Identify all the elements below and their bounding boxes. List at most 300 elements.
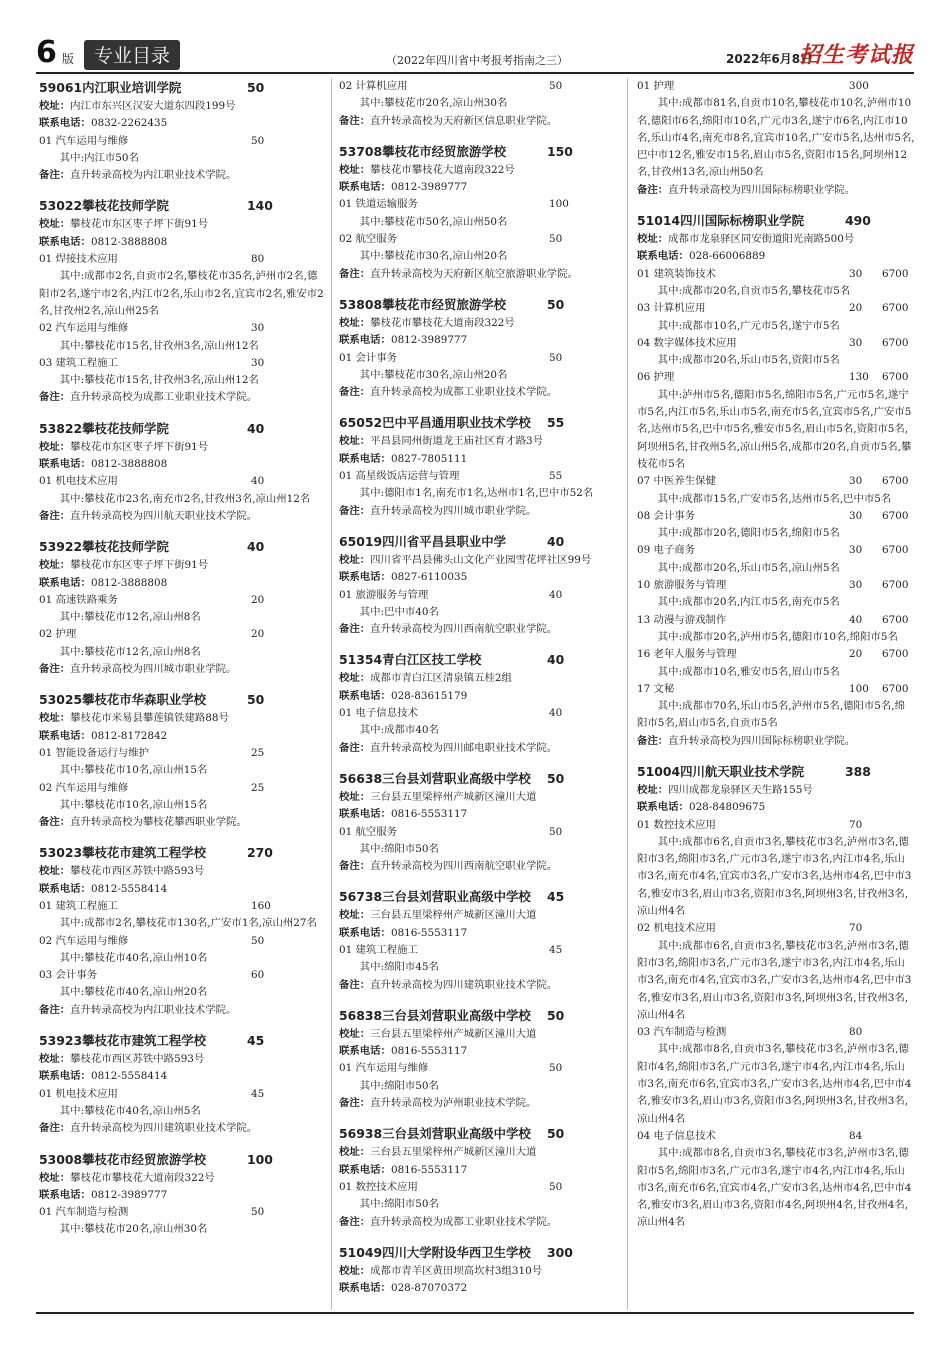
major-row: [339, 78, 617, 95]
school-title: [39, 196, 327, 216]
major-quota: 20: [251, 593, 265, 606]
note-text: 直升转录高校为成都工业职业技术学院。: [370, 1215, 558, 1228]
major-row: [39, 473, 327, 490]
major-quota: 50: [549, 233, 563, 246]
school-title: [39, 78, 327, 98]
note-label: 备注：: [339, 741, 371, 754]
school-address: [637, 231, 915, 248]
major-row: [39, 251, 327, 268]
address-text: 攀枝花市东区枣子坪下街91号: [70, 440, 209, 453]
column-divider: [627, 78, 628, 1310]
school-title: [339, 532, 617, 552]
note-label: 备注：: [39, 169, 71, 182]
school-phone: [637, 248, 915, 265]
major-quota: 55: [549, 470, 563, 483]
address-text: 攀枝花市攀枝花大道南段322号: [70, 1171, 215, 1184]
school-code-name: 51354青白江区技工学校: [339, 652, 482, 668]
phone-label: 联系电话：: [339, 1282, 391, 1295]
school-note: [339, 503, 617, 520]
major-row: [339, 1179, 617, 1196]
school-code-name: 51014四川国际标榜职业学院: [637, 213, 805, 229]
school-title: [637, 762, 915, 782]
school-title: [339, 295, 617, 315]
major-row: [339, 705, 617, 722]
school-quota: 45: [247, 1033, 265, 1049]
major-fee: 6700: [882, 371, 909, 384]
school-quota: 40: [547, 652, 565, 668]
major-quota: 20: [849, 302, 863, 315]
school-title: [39, 843, 327, 863]
address-label: 校址：: [637, 233, 669, 246]
address-text: 三台县五里梁梓州产城新区潼川大道: [370, 1027, 537, 1040]
address-label: 校址：: [39, 559, 71, 572]
major-row: [39, 133, 327, 150]
section-title: 专业目录: [84, 40, 180, 70]
school-entry: [339, 295, 617, 401]
major-quota: 45: [549, 943, 563, 956]
major-name: 02 航空服务: [339, 233, 398, 246]
major-quota: 25: [251, 746, 265, 759]
address-label: 校址：: [339, 1027, 371, 1040]
major-row: [39, 592, 327, 609]
school-address: [339, 670, 617, 687]
major-name: 07 中医养生保健: [637, 475, 716, 488]
major-detail: 其中:成都市15名,广安市5名,达州市5名,巴中市5名: [657, 492, 892, 505]
major-name: 01 铁道运输服务: [339, 198, 418, 211]
address-text: 成都市青羊区黄田坝高坎村3组310号: [370, 1264, 543, 1277]
school-quota: 150: [547, 143, 573, 159]
major-row: [39, 355, 327, 372]
major-detail: 其中:成都市81名,自贡市10名,攀枝花市10名,泸州市10名,德阳市6名,绵阳市10名,广元市3名,遂宁市6名,内江市10名,乐山市4名,南充市8名,宜宾市10名,广安市5名,达州市5名,巴中市12名,雅安市15名,眉山市5名,资阳市15名,阿坝州12名,甘孜州13名,凉山州50名: [637, 97, 915, 179]
phone-label: 联系电话：: [39, 882, 91, 895]
major-detail: 其中:成都市6名,自贡市3名,攀枝花市3名,泸州市3名,德阳市3名,绵阳市3名,广元市3名,遂宁市3名,内江市4名,乐山市3名,南充市4名,宜宾市3名,广安市3名,达州市4名,巴中市3名,雅安市3名,眉山市3名,资阳市3名,阿坝州3名,甘孜州3名,凉山州4名: [637, 939, 912, 1021]
school-entry: [339, 1006, 617, 1112]
major-detail: 其中:德阳市1名,南充市1名,达州市1名,巴中市52名: [359, 487, 594, 500]
school-phone: [339, 688, 617, 705]
address-label: 校址：: [39, 712, 71, 725]
major-quota: 40: [251, 475, 265, 488]
school-title: [637, 211, 915, 231]
phone-label: 联系电话：: [39, 235, 91, 248]
major-quota: 45: [251, 1087, 265, 1100]
school-phone: [39, 115, 327, 132]
major-name: 01 建筑工程施工: [339, 943, 418, 956]
school-note: [39, 167, 327, 184]
major-fee: 6700: [882, 544, 909, 557]
address-label: 校址：: [39, 100, 71, 112]
school-entry: [339, 413, 617, 519]
note-label: 备注：: [339, 114, 371, 127]
note-label: 备注：: [39, 509, 71, 522]
school-phone: [339, 1043, 617, 1060]
major-quota: 20: [849, 648, 863, 661]
note-text: 直升转录高校为成都工业职业技术学院。: [370, 386, 558, 399]
major-row: [637, 1128, 915, 1145]
phone-label: 联系电话：: [339, 181, 391, 194]
footer-rule: [36, 1312, 914, 1314]
school-phone: [39, 881, 327, 898]
major-row: [637, 681, 915, 698]
major-detail: 其中:绵阳市50名: [359, 1198, 439, 1211]
school-entry: [339, 1124, 617, 1230]
address-label: 校址：: [339, 1146, 371, 1159]
note-label: 备注：: [39, 1122, 71, 1135]
school-phone: [339, 451, 617, 468]
major-detail: 其中:成都市20名,泸州市5名,德阳市10名,绵阳市5名: [657, 630, 898, 643]
major-quota: 160: [251, 899, 271, 912]
school-entry: [39, 419, 327, 525]
phone-text: 0812-3989777: [90, 1188, 168, 1201]
phone-text: 0832-2262435: [90, 117, 168, 130]
major-name: 01 建筑工程施工: [39, 899, 118, 912]
note-label: 备注：: [637, 183, 669, 196]
school-phone: [339, 332, 617, 349]
major-row: [637, 542, 915, 559]
continuation-block: [637, 78, 915, 199]
major-name: 01 智能设备运行与维护: [39, 746, 150, 759]
school-phone: [39, 1068, 327, 1085]
major-detail: 其中:攀枝花市12名,凉山州8名: [59, 645, 201, 658]
major-quota: 80: [849, 1026, 863, 1039]
note-text: 直升转录高校为泸州职业技术学院。: [370, 1097, 537, 1110]
note-text: 直升转录高校为天府新区信息职业学院。: [370, 114, 558, 127]
school-entry: [39, 1150, 327, 1239]
major-row: [637, 300, 915, 317]
school-quota: 50: [247, 692, 265, 708]
major-row: [339, 587, 617, 604]
newspaper-logo: 招生考试报: [798, 42, 914, 68]
major-detail: 其中:绵阳市45名: [359, 961, 439, 974]
school-quota: 55: [547, 415, 565, 431]
major-row: [339, 824, 617, 841]
major-row: [637, 1024, 915, 1041]
school-entry: [39, 78, 327, 184]
school-note: [39, 389, 327, 406]
school-phone: [339, 179, 617, 196]
major-quota: 50: [549, 80, 563, 92]
major-row: [637, 266, 915, 283]
school-address: [339, 907, 617, 924]
note-text: 直升转录高校为内江职业技术学院。: [70, 169, 237, 182]
major-detail: 其中:成都市10名,广元市5名,遂宁市5名: [657, 319, 840, 332]
note-label: 备注：: [637, 734, 669, 747]
school-entry: [39, 843, 327, 1019]
phone-label: 联系电话：: [39, 117, 91, 130]
note-text: 直升转录高校为四川邮电职业技术学院。: [370, 741, 558, 754]
major-detail: 其中:成都市2名,攀枝花市130名,广安市1名,凉山州27名: [59, 917, 317, 930]
phone-text: 0812-5558414: [90, 1070, 168, 1083]
school-title: [339, 1124, 617, 1144]
school-code-name: 56738三台县刘营职业高级中学校: [339, 889, 531, 905]
major-row: [339, 231, 617, 248]
major-name: 01 数控技术应用: [637, 818, 716, 831]
school-code-name: 56838三台县刘营职业高级中学校: [339, 1007, 531, 1023]
major-row: [637, 817, 915, 834]
school-phone: [637, 799, 915, 816]
school-title: [39, 690, 327, 710]
note-text: 直升转录高校为四川西南航空职业学院。: [370, 860, 558, 873]
address-text: 平昌县同州街道龙王庙社区育才路3号: [370, 435, 544, 448]
major-name: 01 高星级饭店运营与管理: [339, 470, 460, 483]
page-suffix: 版: [62, 52, 75, 66]
major-quota: 300: [849, 80, 869, 92]
major-detail: 其中:攀枝花市40名,凉山州10名: [59, 951, 208, 964]
address-text: 攀枝花市东区枣子坪下街91号: [70, 559, 209, 572]
major-quota: 30: [251, 322, 265, 335]
school-entry: [339, 532, 617, 638]
address-label: 校址：: [39, 440, 71, 453]
phone-text: 028-83615179: [390, 689, 468, 702]
major-quota: 50: [549, 825, 563, 838]
major-row: [339, 1060, 617, 1077]
major-detail: 其中:攀枝花市15名,甘孜州3名,凉山州12名: [59, 374, 259, 387]
note-label: 备注：: [339, 1097, 371, 1110]
major-detail: 其中:成都市40名: [359, 724, 439, 737]
phone-label: 联系电话：: [39, 458, 91, 471]
major-detail: 其中:成都市8名,自贡市3名,攀枝花市3名,泸州市3名,德阳市4名,绵阳市3名,广元市3名,遂宁市4名,内江市4名,乐山市3名,南充市6名,宜宾市3名,广安市3名,达州市4名,巴中市4名,雅安市3名,眉山市3名,资阳市3名,阿坝州3名,甘孜州3名,凉山州4名: [637, 1043, 912, 1125]
note-label: 备注：: [39, 391, 71, 404]
school-note: [339, 740, 617, 757]
major-detail: 其中:成都市20名,乐山市5名,资阳市5名: [657, 354, 840, 367]
school-note: [39, 661, 327, 678]
school-note: [339, 384, 617, 401]
major-quota: 70: [849, 818, 863, 831]
school-entry: [339, 650, 617, 756]
major-name: 03 建筑工程施工: [39, 356, 118, 369]
school-address: [339, 1144, 617, 1161]
school-note: [339, 266, 617, 283]
major-row: [39, 780, 327, 797]
note-text: 直升转录高校为天府新区航空旅游职业学院。: [370, 267, 578, 280]
address-label: 校址：: [39, 1053, 71, 1066]
major-fee: 6700: [882, 302, 909, 315]
school-title: [339, 1006, 617, 1026]
address-label: 校址：: [637, 783, 669, 796]
school-title: [39, 1031, 327, 1051]
note-text: 直升转录高校为四川建筑职业技术学院。: [70, 1122, 258, 1135]
major-quota: 30: [849, 509, 863, 522]
address-text: 攀枝花市东区枣子坪下街91号: [70, 218, 209, 231]
major-detail: 其中:攀枝花市20名,凉山州30名: [59, 1223, 208, 1236]
school-phone: [39, 728, 327, 745]
school-phone: [39, 1187, 327, 1204]
major-name: 13 动漫与游戏制作: [637, 613, 727, 626]
note-text: 直升转录高校为四川城市职业学院。: [370, 504, 537, 517]
note-text: 直升转录高校为攀枝花攀西职业学院。: [70, 816, 247, 829]
major-quota: 70: [849, 922, 863, 935]
major-detail: 其中:成都市10名,雅安市5名,眉山市5名: [657, 665, 840, 678]
major-row: [637, 473, 915, 490]
school-entry: [637, 762, 915, 1232]
address-text: 三台县五里梁梓州产城新区潼川大道: [370, 909, 537, 922]
address-text: 攀枝花市攀枝花大道南段322号: [370, 316, 515, 329]
school-address: [39, 710, 327, 727]
school-note: [339, 621, 617, 638]
phone-text: 028-84809675: [688, 801, 766, 814]
address-text: 内江市东兴区汉安大道东四段199号: [70, 100, 236, 112]
school-code-name: 53025攀枝花市华森职业学校: [39, 692, 207, 708]
major-row: [39, 626, 327, 643]
school-title: [339, 142, 617, 162]
note-label: 备注：: [339, 504, 371, 517]
major-quota: 84: [849, 1129, 863, 1142]
school-phone: [339, 806, 617, 823]
major-name: 01 护理: [637, 80, 675, 92]
phone-text: 0816-5553117: [390, 808, 468, 821]
column-2: [339, 78, 617, 1310]
major-detail: 其中:成都市20名,德阳市5名,绵阳市5名: [657, 527, 840, 540]
major-row: [339, 350, 617, 367]
major-detail: 其中:成都市20名,内江市5名,南充市5名: [657, 596, 840, 609]
school-quota: 40: [547, 533, 565, 549]
note-label: 备注：: [339, 623, 371, 636]
school-code-name: 51049四川大学附设华西卫生学校: [339, 1244, 531, 1260]
phone-label: 联系电话：: [39, 729, 91, 742]
major-name: 09 电子商务: [637, 544, 696, 557]
major-row: [637, 78, 915, 95]
school-code-name: 53023攀枝花市建筑工程学校: [39, 845, 207, 861]
school-quota: 45: [547, 889, 565, 905]
school-note: [39, 814, 327, 831]
major-row: [39, 745, 327, 762]
school-quota: 50: [547, 296, 565, 312]
school-phone: [39, 234, 327, 251]
major-detail: 其中:攀枝花市40名,凉山州20名: [59, 986, 208, 999]
school-code-name: 53708攀枝花市经贸旅游学校: [339, 143, 507, 159]
phone-label: 联系电话：: [637, 250, 689, 263]
school-note: [339, 1095, 617, 1112]
major-quota: 50: [251, 934, 265, 947]
phone-text: 0812-3888808: [90, 576, 168, 589]
page-header: [36, 36, 914, 72]
address-text: 三台县五里梁梓州产城新区潼川大道: [370, 790, 537, 803]
phone-label: 联系电话：: [637, 801, 689, 814]
phone-text: 0812-3888808: [90, 235, 168, 248]
major-detail: 其中:攀枝花市12名,凉山州8名: [59, 611, 201, 624]
major-fee: 6700: [882, 613, 909, 626]
phone-text: 0812-5558414: [90, 882, 168, 895]
school-quota: 270: [247, 845, 273, 861]
continuation-block: [339, 78, 617, 130]
school-address: [339, 162, 617, 179]
school-title: [39, 537, 327, 557]
school-entry: [339, 1243, 617, 1298]
school-quota: 100: [247, 1151, 273, 1167]
address-text: 成都市青白江区清泉镇五桂2组: [370, 672, 512, 685]
major-quota: 50: [549, 351, 563, 364]
major-detail: 其中:成都市20名,乐山市5名,凉山州5名: [657, 561, 840, 574]
issue-date: 2022年6月8日: [726, 52, 813, 66]
major-name: 04 电子信息技术: [637, 1129, 716, 1142]
major-name: 01 电子信息技术: [339, 707, 418, 720]
major-row: [637, 577, 915, 594]
phone-label: 联系电话：: [339, 808, 391, 821]
major-detail: 其中:泸州市5名,德阳市5名,绵阳市5名,广元市5名,遂宁市5名,内江市5名,乐山市5名,南充市5名,宜宾市5名,广安市5名,达州市5名,巴中市5名,雅安市5名,眉山市5名,资阳市5名,阿坝州5名,甘孜州5名,凉山州5名,成都市20名,自贡市5名,攀枝花市5名: [637, 388, 912, 470]
major-row: [39, 1086, 327, 1103]
phone-label: 联系电话：: [339, 689, 391, 702]
school-quota: 490: [845, 213, 871, 229]
phone-text: 0816-5553117: [390, 1163, 468, 1176]
major-name: 01 建筑装饰技术: [637, 267, 716, 280]
note-label: 备注：: [339, 1215, 371, 1228]
school-address: [39, 557, 327, 574]
major-name: 10 旅游服务与管理: [637, 579, 727, 592]
column-divider: [331, 78, 332, 1310]
page-number: 6: [36, 35, 57, 70]
major-name: 03 会计事务: [39, 969, 98, 982]
major-name: 03 汽车制造与检测: [637, 1026, 727, 1039]
major-row: [637, 369, 915, 386]
address-text: 三台县五里梁梓州产城新区潼川大道: [370, 1146, 537, 1159]
major-row: [39, 898, 327, 915]
school-entry: [339, 769, 617, 875]
phone-text: 0812-3888808: [90, 458, 168, 471]
major-name: 02 汽车运用与维修: [39, 781, 129, 794]
major-name: 01 机电技术应用: [39, 475, 118, 488]
school-address: [39, 863, 327, 880]
phone-label: 联系电话：: [339, 1045, 391, 1058]
school-code-name: 51004四川航天职业技术学院: [637, 763, 805, 779]
note-label: 备注：: [39, 1003, 71, 1016]
address-label: 校址：: [339, 435, 371, 448]
school-code-name: 56938三台县刘营职业高级中学校: [339, 1126, 531, 1142]
school-address: [339, 315, 617, 332]
major-detail: 其中:成都市2名,自贡市2名,攀枝花市35名,泸州市2名,德阳市2名,遂宁市2名,内江市2名,乐山市2名,宜宾市2名,雅安市2名,甘孜州2名,凉山州25名: [39, 270, 324, 317]
major-name: 01 机电技术应用: [39, 1087, 118, 1100]
school-title: [339, 650, 617, 670]
school-entry: [39, 537, 327, 678]
school-code-name: 53822攀枝花技师学院: [39, 420, 169, 436]
school-quota: 140: [247, 198, 273, 214]
major-name: 02 计算机应用: [339, 80, 408, 92]
major-row: [637, 335, 915, 352]
school-address: [339, 1263, 617, 1280]
school-code-name: 53008攀枝花市经贸旅游学校: [39, 1151, 207, 1167]
address-label: 校址：: [339, 1264, 371, 1277]
note-text: 直升转录高校为四川城市职业学院。: [70, 663, 237, 676]
page-subtitle: （2022年四川省中考报考指南之三）: [386, 54, 568, 67]
address-label: 校址：: [39, 218, 71, 231]
major-name: 17 文秘: [637, 682, 675, 695]
phone-label: 联系电话：: [339, 334, 391, 347]
major-quota: 30: [251, 356, 265, 369]
address-label: 校址：: [339, 316, 371, 329]
major-quota: 60: [251, 969, 265, 982]
note-text: 直升转录高校为四川建筑职业技术学院。: [370, 978, 558, 991]
phone-text: 0827-7805111: [390, 452, 468, 465]
major-quota: 100: [849, 682, 869, 695]
school-code-name: 53922攀枝花技师学院: [39, 539, 169, 555]
major-quota: 40: [849, 613, 863, 626]
major-quota: 100: [549, 198, 569, 211]
major-row: [39, 320, 327, 337]
major-name: 01 数控技术应用: [339, 1180, 418, 1193]
school-title: [339, 769, 617, 789]
address-text: 四川成都龙泉驿区天生路155号: [668, 783, 813, 796]
major-detail: 其中:绵阳市50名: [359, 842, 439, 855]
major-detail: 其中:攀枝花市30名,凉山州20名: [359, 368, 508, 381]
major-name: 02 机电技术应用: [637, 922, 716, 935]
school-entry: [339, 142, 617, 283]
school-code-name: 53022攀枝花技师学院: [39, 198, 169, 214]
major-row: [637, 920, 915, 937]
major-name: 03 计算机应用: [637, 302, 706, 315]
school-phone: [339, 925, 617, 942]
major-name: 16 老年人服务与管理: [637, 648, 737, 661]
school-phone: [339, 1280, 617, 1297]
major-fee: 6700: [882, 267, 909, 280]
address-text: 攀枝花市西区苏铁中路593号: [70, 1053, 205, 1066]
